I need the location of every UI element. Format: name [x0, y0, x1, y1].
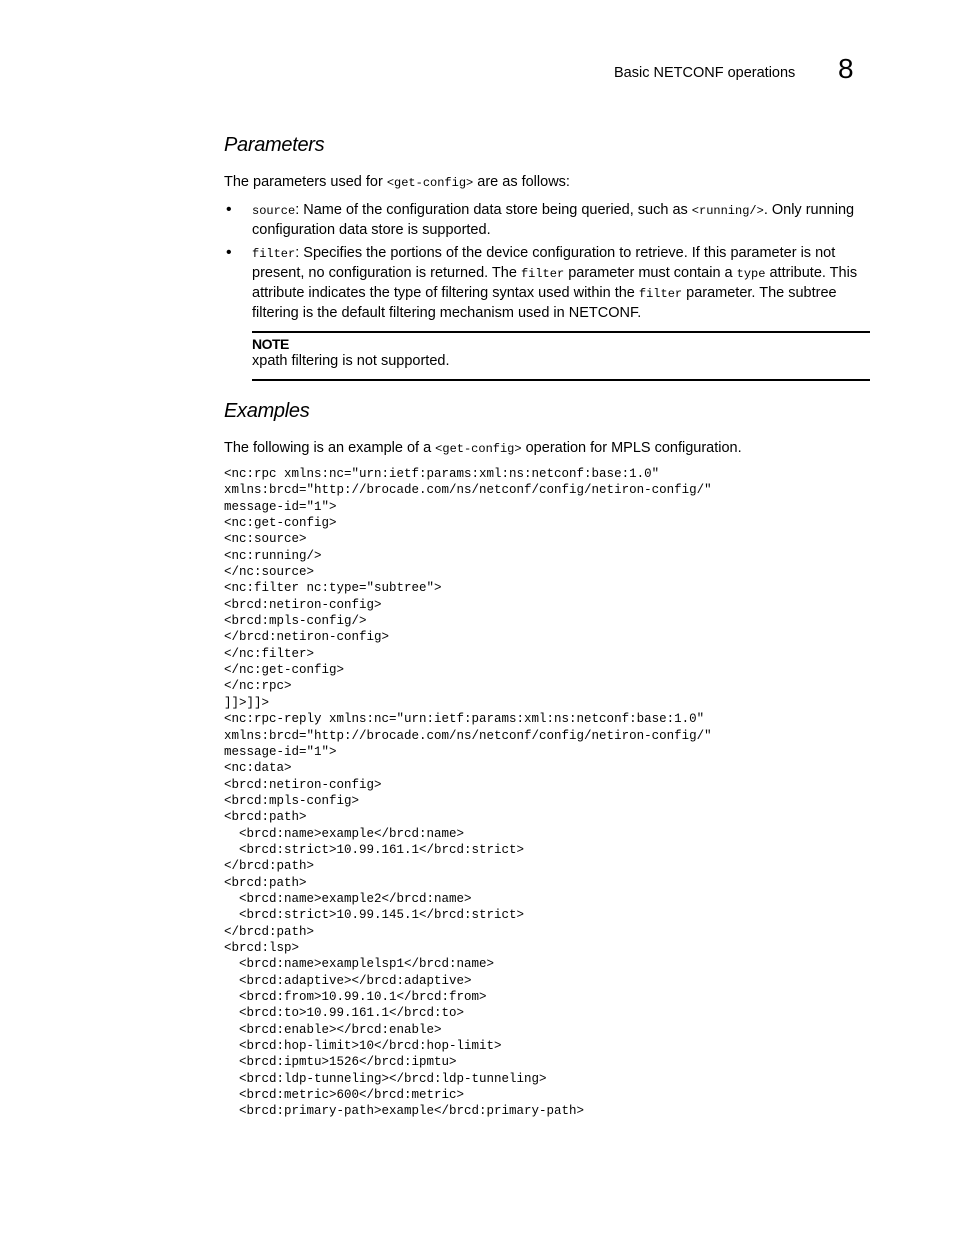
code-line: <brcd:to>10.99.161.1</brcd:to>: [224, 1006, 465, 1021]
code-line: <brcd:mpls-config>: [224, 793, 360, 808]
code-line: <nc:filter nc:type="subtree">: [224, 581, 442, 596]
code-line: </brcd:netiron-config>: [224, 630, 390, 645]
code-line: <brcd:mpls-config/>: [224, 614, 367, 629]
code-line: <brcd:enable></brcd:enable>: [224, 1022, 442, 1037]
code-line: </nc:source>: [224, 565, 315, 580]
inline-code: <get-config>: [435, 442, 522, 456]
code-line: <brcd:ldp-tunneling></brcd:ldp-tunneling>: [224, 1071, 547, 1086]
code-line: <nc:running/>: [224, 548, 322, 563]
code-line: </nc:get-config>: [224, 663, 345, 678]
bullet-icon: •: [226, 244, 232, 261]
code-line: </nc:rpc>: [224, 679, 292, 694]
examples-heading: Examples: [224, 400, 310, 422]
note-label: NOTE: [252, 336, 289, 352]
code-line: <brcd:primary-path>example</brcd:primary-path>: [224, 1104, 585, 1119]
inline-code: <get-config>: [386, 176, 474, 190]
code-line: <nc:data>: [224, 761, 292, 776]
code-line: <nc:rpc-reply xmlns:nc="urn:ietf:params:xml:ns:netconf:base:1.0": [224, 712, 705, 727]
code-line: <brcd:name>examplelsp1</brcd:name>: [224, 957, 495, 972]
code-line: <brcd:metric>600</brcd:metric>: [224, 1088, 465, 1103]
code-line: </nc:filter>: [224, 646, 315, 661]
code-line: message-id="1">: [224, 499, 337, 514]
list-item: [224, 201, 874, 241]
examples-intro: The following is an example of a <get-config> operation for MPLS configuration.: [224, 440, 742, 456]
code-line: <brcd:from>10.99.10.1</brcd:from>: [224, 990, 487, 1004]
code-line: <brcd:path>: [224, 810, 307, 825]
code-line: <nc:rpc xmlns:nc="urn:ietf:params:xml:ns:netconf:base:1.0": [224, 467, 660, 481]
code-line: <nc:get-config>: [224, 516, 337, 531]
parameters-intro: The parameters used for <get-config> are as follows:: [224, 174, 570, 190]
note-text: xpath filtering is not supported.: [252, 353, 450, 369]
list-item-text: source: Name of the configuration data store being queried, such as <running/>. Only running configuration data store is supported.: [252, 202, 855, 238]
code-line: xmlns:brcd="http://brocade.com/ns/netconf/config/netiron-config/": [224, 483, 712, 498]
code-line: <brcd:hop-limit>10</brcd:hop-limit>: [224, 1039, 502, 1054]
code-line: xmlns:brcd="http://brocade.com/ns/netconf/config/netiron-config/": [224, 728, 712, 743]
parameters-heading: Parameters: [224, 134, 325, 156]
code-line: </brcd:path>: [224, 859, 315, 874]
code-line: </brcd:path>: [224, 924, 315, 939]
code-line: <brcd:ipmtu>1526</brcd:ipmtu>: [224, 1055, 457, 1070]
code-line: <brcd:netiron-config>: [224, 597, 382, 612]
code-line: <brcd:strict>10.99.161.1</brcd:strict>: [224, 842, 525, 857]
code-line: <brcd:name>example2</brcd:name>: [224, 891, 472, 906]
code-line: <nc:source>: [224, 532, 307, 547]
chapter-number: 8: [838, 53, 854, 84]
bullet-icon: •: [226, 201, 232, 218]
list-item-text: filter: Specifies the portions of the device configuration to retrieve. If this parameter is not present, no configuration is returned. The filter parameter must contain a type attribute. This attribute indicates the type of filtering syntax used within the filter parameter. The subtree filtering is the default filtering mechanism used in NETCONF.: [252, 245, 858, 321]
code-line: <brcd:netiron-config>: [224, 777, 382, 792]
code-line: <brcd:adaptive></brcd:adaptive>: [224, 973, 472, 988]
code-line: <brcd:strict>10.99.145.1</brcd:strict>: [224, 908, 525, 923]
code-line: <brcd:lsp>: [224, 940, 300, 955]
code-line: ]]>]]>: [224, 695, 270, 710]
header-section-title: Basic NETCONF operations: [614, 65, 796, 81]
code-block: [224, 466, 712, 1120]
code-line: <brcd:path>: [224, 875, 307, 890]
note-box: [252, 331, 870, 381]
list-item: [224, 244, 874, 324]
code-line: message-id="1">: [224, 744, 337, 759]
code-line: <brcd:name>example</brcd:name>: [224, 826, 465, 841]
